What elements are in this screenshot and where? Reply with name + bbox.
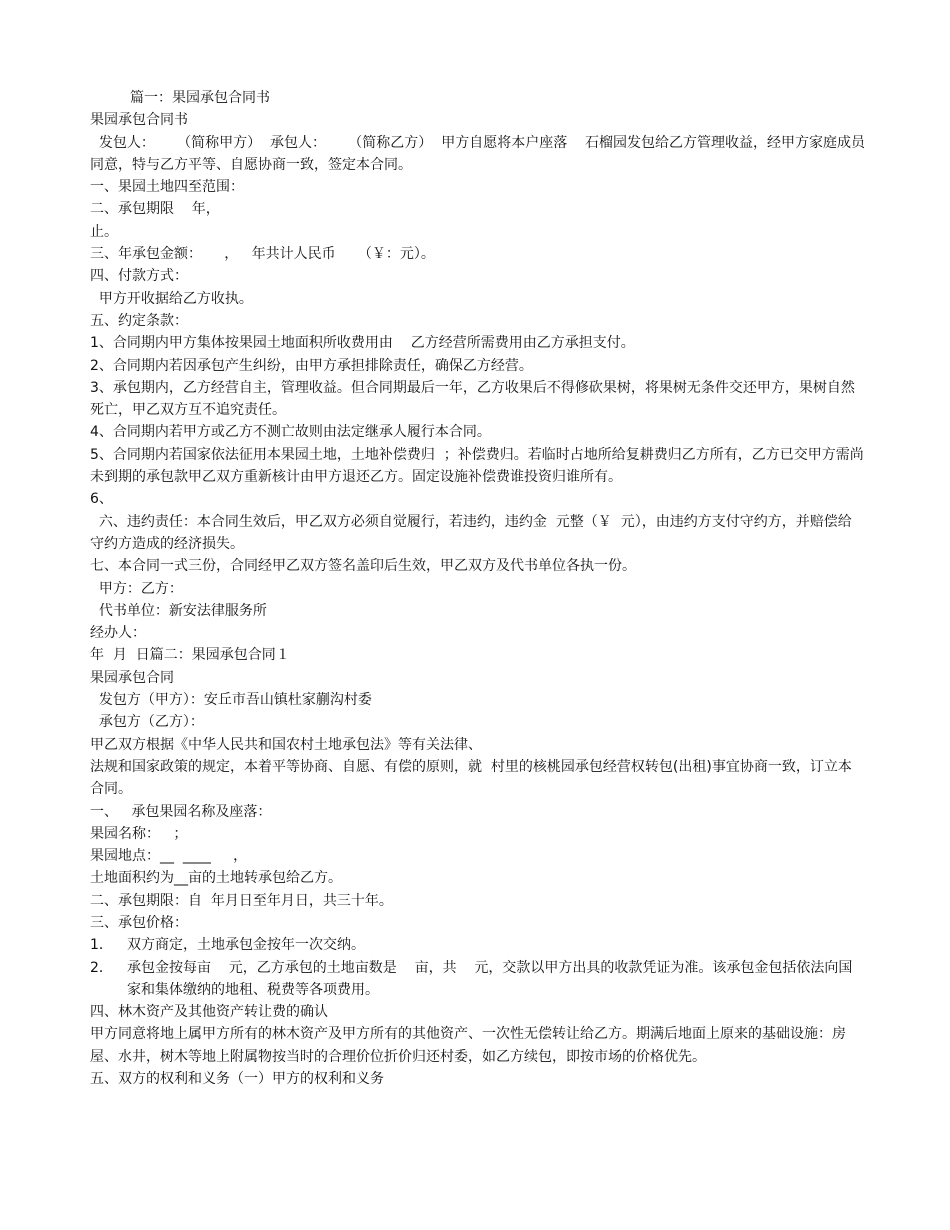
section-asset-transfer: 四、林木资产及其他资产转让费的确认	[90, 1004, 328, 1021]
section-breach: 六、违约责任：本合同生效后，甲乙双方必须自觉履行，若违约，违约金 元整（￥ 元），由违约方支付守约方，并赔偿给守约方造成的经济损失。	[90, 513, 852, 552]
legal-basis-cont: 法规和国家政策的规定，本着平等协商、自愿、有偿的原则，就 村里的核桃园承包经营权转包(出租)事宜协商一致，订立本合同。	[90, 758, 852, 798]
section-contract-term: 二、承包期限：自 年月日至年月日，共三十年。	[90, 892, 393, 909]
price-item-2	[90, 957, 865, 1002]
section-copies: 七、本合同一式三份，合同经甲乙双方签名盖印后生效，甲乙双方及代书单位各执一份。	[90, 558, 636, 575]
clause-5: 5、合同期内若国家依法征用本果园土地，土地补偿费归 ；补偿费归。若临时占地所给复耕费归乙方所有，乙方已交甲方需尚未到期的承包款甲乙双方重新核计由甲方退还乙方。固定设施补偿费谁投资归谁所有。	[90, 446, 864, 486]
item-number: 1．	[90, 937, 113, 954]
section-rights: 五、双方的权利和义务（一）甲方的权利和义务	[90, 1071, 384, 1088]
clause-2: 2、合同期内若因承包产生纠纷，由甲方承担排除责任，确保乙方经营。	[90, 357, 533, 374]
party-b: 承包方（乙方）：	[90, 714, 204, 731]
section-orchard-name: 一、 承包果园名称及座落：	[90, 803, 272, 820]
clause-4: 4、合同期内若甲方或乙方不测亡故则由法定继承人履行本合同。	[90, 424, 491, 441]
section-term: 二、承包期限 年，	[90, 201, 220, 218]
date-and-part-two: 年 月 日篇二：果园承包合同１	[90, 647, 290, 664]
item-number: 2．	[90, 959, 113, 976]
heading-part-one: 篇一：果园承包合同书	[90, 90, 271, 106]
drafting-unit: 代书单位：新安法律服务所	[90, 602, 267, 619]
contract-title: 果园承包合同书	[90, 112, 188, 129]
clause-6: 6、	[90, 491, 113, 508]
item-text: 承包金按每亩 元，乙方承包的土地亩数是 亩，共 元，交款以甲方出具的收款凭证为准。该承包金包括依法向国家和集体缴纳的地租、税费等各项费用。	[127, 959, 853, 998]
section-price: 三、承包价格：	[90, 914, 188, 931]
handler: 经办人：	[90, 625, 146, 642]
asset-transfer-text: 甲方同意将地上属甲方所有的林木资产及甲方所有的其他资产、一次性无偿转让给乙方。期满后地面上原来的基础设施：房屋、水井，树木等地上附属物按当时的合理价位折价归还村委，如乙方续包，即按市场的价格优先。	[90, 1026, 846, 1065]
price-item-1	[90, 934, 865, 956]
orchard-location: 果园地点：__ ____ ，	[90, 848, 248, 865]
clause-1: 1、合同期内甲方集体按果园土地面积所收费用由 乙方经营所需费用由乙方承担支付。	[90, 335, 635, 352]
section-boundary: 一、果园土地四至范围：	[90, 179, 244, 196]
item-text: 双方商定，土地承包金按年一次交纳。	[127, 937, 365, 954]
contract-document	[90, 87, 865, 1090]
payment-receipt: 甲方开收据给乙方收执。	[90, 290, 253, 307]
land-area: 土地面积约为__亩的土地转承包给乙方。	[90, 870, 342, 887]
section-terms: 五、约定条款：	[90, 312, 188, 329]
term-end: 止。	[90, 223, 118, 240]
party-a: 发包方（甲方）：安丘市吾山镇杜家蒯沟村委	[90, 692, 372, 709]
legal-basis: 甲乙双方根据《中华人民共和国农村土地承包法》等有关法律、	[90, 736, 482, 753]
section-payment: 四、付款方式：	[90, 268, 188, 285]
clause-3: 3、承包期内，乙方经营自主，管理收益。但合同期最后一年，乙方收果后不得修砍果树，将果树无条件交还甲方，果树自然死亡，甲乙双方互不追究责任。	[90, 379, 855, 419]
orchard-name: 果园名称： ；	[90, 825, 188, 842]
section-annual-fee: 三、年承包金额： ， 年共计人民币 （￥：元）。	[90, 246, 435, 263]
signature-parties: 甲方：乙方：	[90, 580, 183, 597]
contract-title-2: 果园承包合同	[90, 669, 174, 686]
parties-paragraph: 发包人： （简称甲方） 承包人： （简称乙方） 甲方自愿将本户座落 石榴园发包给乙方管理收益，经甲方家庭成员同意，特与乙方平等、自愿协商一致，签定本合同。	[90, 134, 866, 173]
